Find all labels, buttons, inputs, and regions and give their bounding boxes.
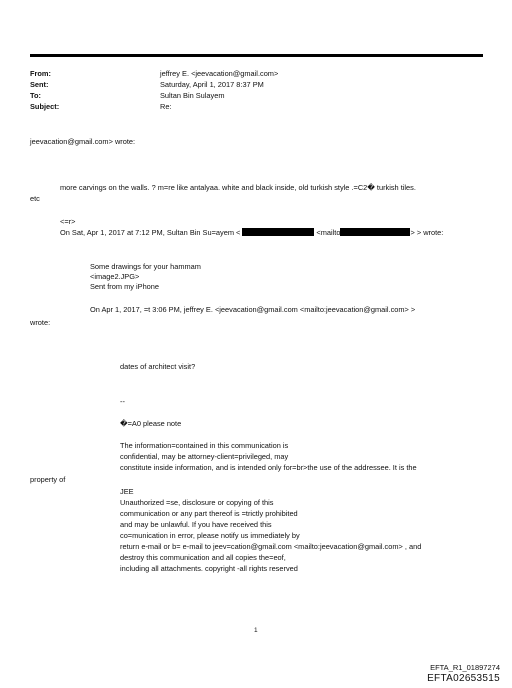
redaction-box [242, 228, 314, 236]
etc-text: etc [30, 194, 40, 203]
disclaimer-line: Unauthorized =se, disclosure or copying of this [120, 498, 274, 507]
from-value: jeffrey E. <jeevacation@gmail.com> [160, 69, 279, 78]
disclaimer-line: constitute inside information, and is intended only for=br>the use of the addressee. It is the [120, 463, 417, 472]
subject-label: Subject: [30, 102, 60, 111]
dashes: -- [120, 397, 125, 406]
wrote-intro: jeevacation@gmail.com> wrote: [30, 137, 136, 146]
sent-label: Sent: [30, 80, 49, 89]
wrote2-text: wrote: [30, 318, 51, 327]
image-attachment-tag: <image2.JPG> [90, 272, 140, 281]
disclaimer-line: return e-mail or b= e-mail to jeev=cation@gmail.com <mailto:jeevacation@gmail.com> , and [120, 542, 422, 551]
to-label: To: [30, 91, 41, 100]
jee-text: JEE [120, 487, 134, 496]
redaction-box [340, 228, 410, 236]
architect-question: dates of architect visit? [120, 362, 196, 371]
sent-from-text: Sent from my iPhone [90, 282, 160, 291]
quote1-suffix: > > wrote: [410, 228, 444, 237]
bates-number-small: EFTA_R1_01897274 [430, 663, 500, 672]
r-tag: <=r> [60, 217, 76, 226]
please-note: �=A0 please note [120, 419, 182, 428]
property-of: property of [30, 475, 66, 484]
header-rule [30, 54, 483, 57]
carvings-line: more carvings on the walls. ? m=re like antalyaa. white and black inside, old turkish style .=C2� turkish tiles. [60, 183, 416, 192]
from-label: From: [30, 69, 51, 78]
to-value: Sultan Bin Sulayem [160, 91, 225, 100]
disclaimer-line: co=munication in error, please notify us immediately by [120, 531, 300, 540]
disclaimer-line: destroy this communication and all copies the=eof, [120, 553, 286, 562]
disclaimer-line: and may be unlawful. If you have received this [120, 520, 272, 529]
page-number: 1 [254, 627, 258, 634]
drawings-text: Some drawings for your hammam [90, 262, 201, 271]
disclaimer-line: communication or any part thereof is =trictly prohibited [120, 509, 298, 518]
disclaimer-line: including all attachments. copyright -all rights reserved [120, 564, 298, 573]
sent-value: Saturday, April 1, 2017 8:37 PM [160, 80, 264, 89]
bates-number-large: EFTA02653515 [427, 673, 500, 684]
quote2-line: On Apr 1, 2017, =t 3:06 PM, jeffrey E. <jeevacation@gmail.com <mailto:jeevacation@gmail.com> > [90, 305, 416, 314]
quote1-line [60, 228, 443, 237]
subject-value: Re: [160, 102, 172, 111]
quote1-prefix: On Sat, Apr 1, 2017 at 7:12 PM, Sultan Bin Su=ayem < [60, 228, 241, 237]
disclaimer-line: The information=contained in this communication is [120, 441, 289, 450]
quote1-mailto: <mailto [316, 228, 341, 237]
disclaimer-line: confidential, may be attorney-client=privileged, may [120, 452, 289, 461]
